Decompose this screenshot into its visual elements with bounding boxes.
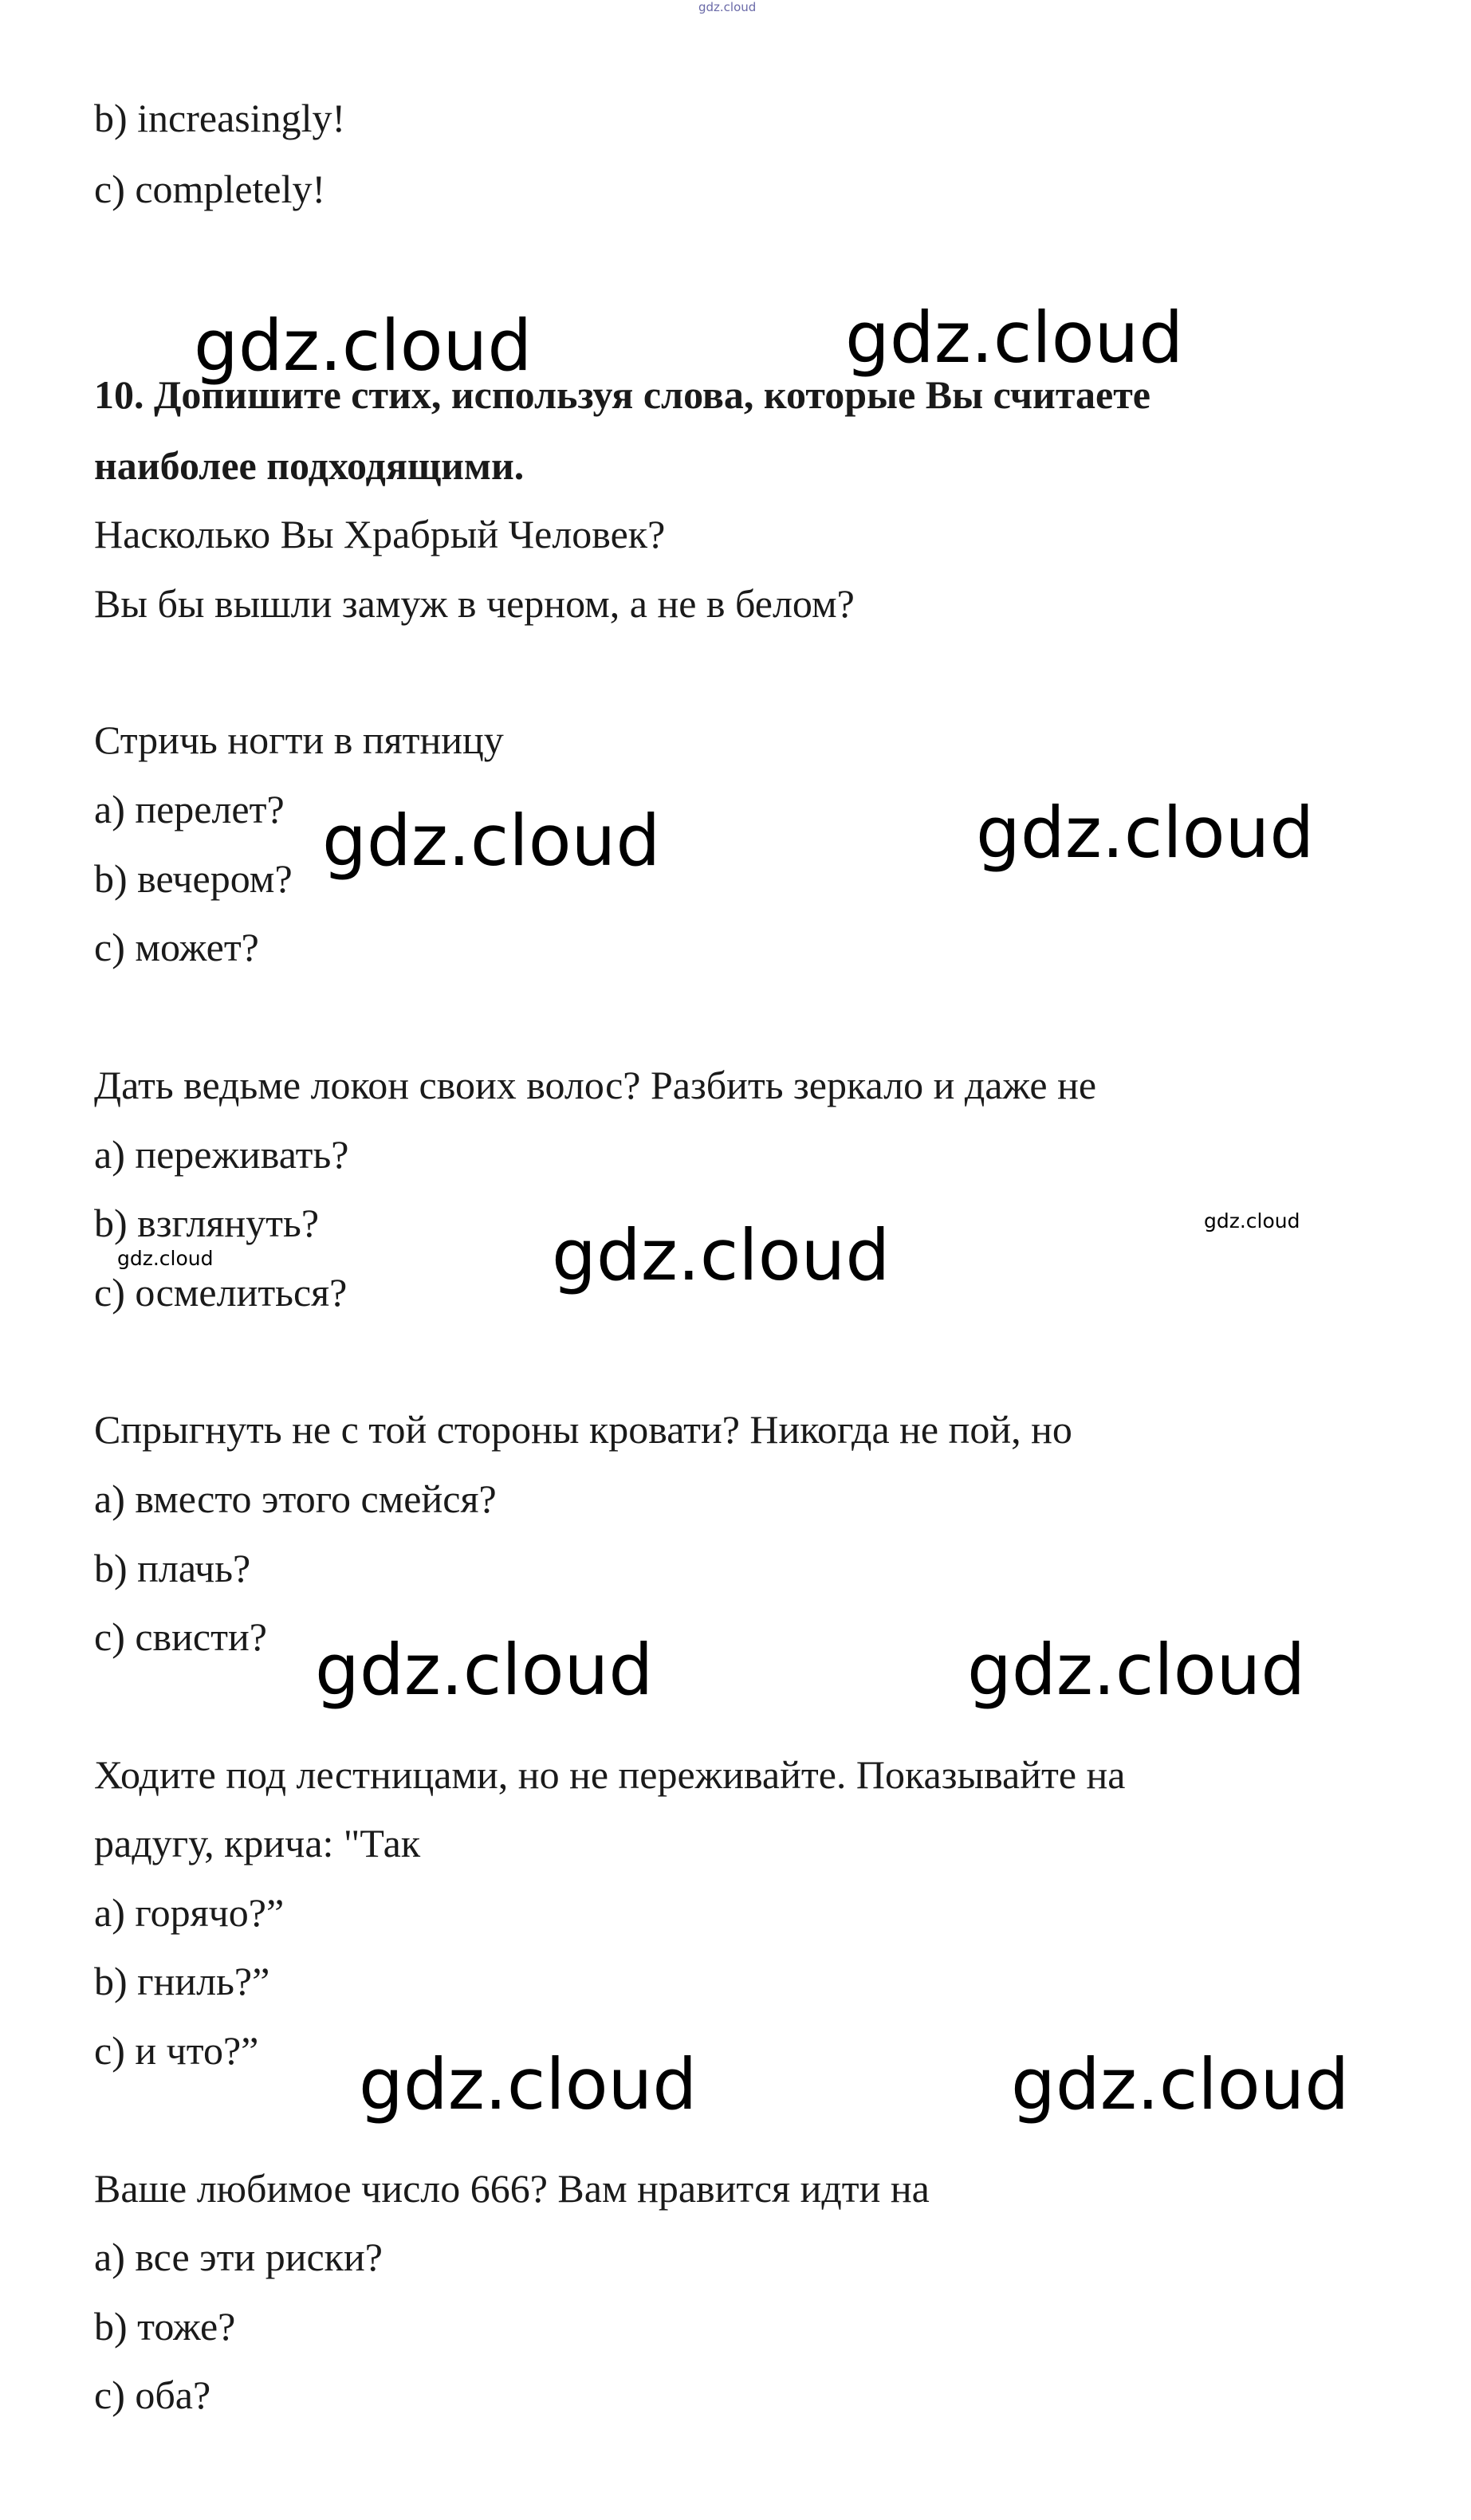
stanza-4-text-1: Ходите под лестницами, но не переживайте. Показывайте на	[94, 1752, 1126, 1797]
stanza-4-option-a: a) горячо?”	[94, 1890, 285, 1935]
stanza-3-option-a: a) вместо этого смейся?	[94, 1476, 497, 1521]
watermark: gdz.cloud	[315, 1629, 654, 1711]
poem-line-2: Вы бы вышли замуж в черном, а не в белом?	[94, 581, 855, 626]
watermark: gdz.cloud	[845, 297, 1184, 379]
poem-line-1: Насколько Вы Храбрый Человек?	[94, 512, 666, 556]
stanza-4-text-2: радугу, крича: "Так	[94, 1821, 421, 1865]
stanza-2-text: Дать ведьме локон своих волос? Разбить зеркало и даже не	[94, 1063, 1097, 1107]
watermark: gdz.cloud	[976, 792, 1315, 874]
top-watermark: gdz.cloud	[698, 0, 757, 14]
stanza-5-option-b: b) тоже?	[94, 2304, 236, 2349]
stanza-1-option-c: c) может?	[94, 925, 259, 969]
option-c-completely: c) completely!	[94, 167, 326, 211]
stanza-3-option-c: c) свисти?	[94, 1614, 267, 1659]
stanza-4-option-c: c) и что?”	[94, 2028, 259, 2073]
stanza-5-option-c: c) оба?	[94, 2373, 211, 2417]
stanza-2-option-c: c) осмелиться?	[94, 1270, 348, 1315]
watermark: gdz.cloud	[359, 2043, 698, 2125]
watermark: gdz.cloud	[194, 305, 533, 387]
stanza-2-option-a: a) переживать?	[94, 1132, 349, 1177]
stanza-1-option-a: a) перелет?	[94, 787, 285, 831]
stanza-2-option-b: b) взглянуть?	[94, 1201, 320, 1245]
stanza-1-text: Стричь ногти в пятницу	[94, 717, 504, 762]
stanza-3-option-b: b) плачь?	[94, 1546, 251, 1590]
watermark-small: gdz.cloud	[1204, 1209, 1300, 1232]
stanza-3-text: Спрыгнуть не с той стороны кровати? Никогда не пой, но	[94, 1407, 1072, 1452]
watermark: gdz.cloud	[1011, 2043, 1350, 2125]
stanza-5-option-a: a) все эти риски?	[94, 2235, 383, 2279]
watermark: gdz.cloud	[552, 1214, 891, 1296]
task-title-line-1: 10. Допишите стих, используя слова, которые Вы считаете	[94, 372, 1150, 417]
option-b-increasingly: b) increasingly!	[94, 96, 346, 140]
stanza-5-text: Ваше любимое число 666? Вам нравится идти на	[94, 2166, 930, 2211]
stanza-1-option-b: b) вечером?	[94, 856, 293, 901]
watermark: gdz.cloud	[322, 800, 661, 882]
task-title-line-2: наиболее подходящими.	[94, 443, 525, 488]
watermark: gdz.cloud	[967, 1629, 1306, 1711]
watermark-small: gdz.cloud	[117, 1247, 214, 1270]
stanza-4-option-b: b) гниль?”	[94, 1959, 270, 2003]
